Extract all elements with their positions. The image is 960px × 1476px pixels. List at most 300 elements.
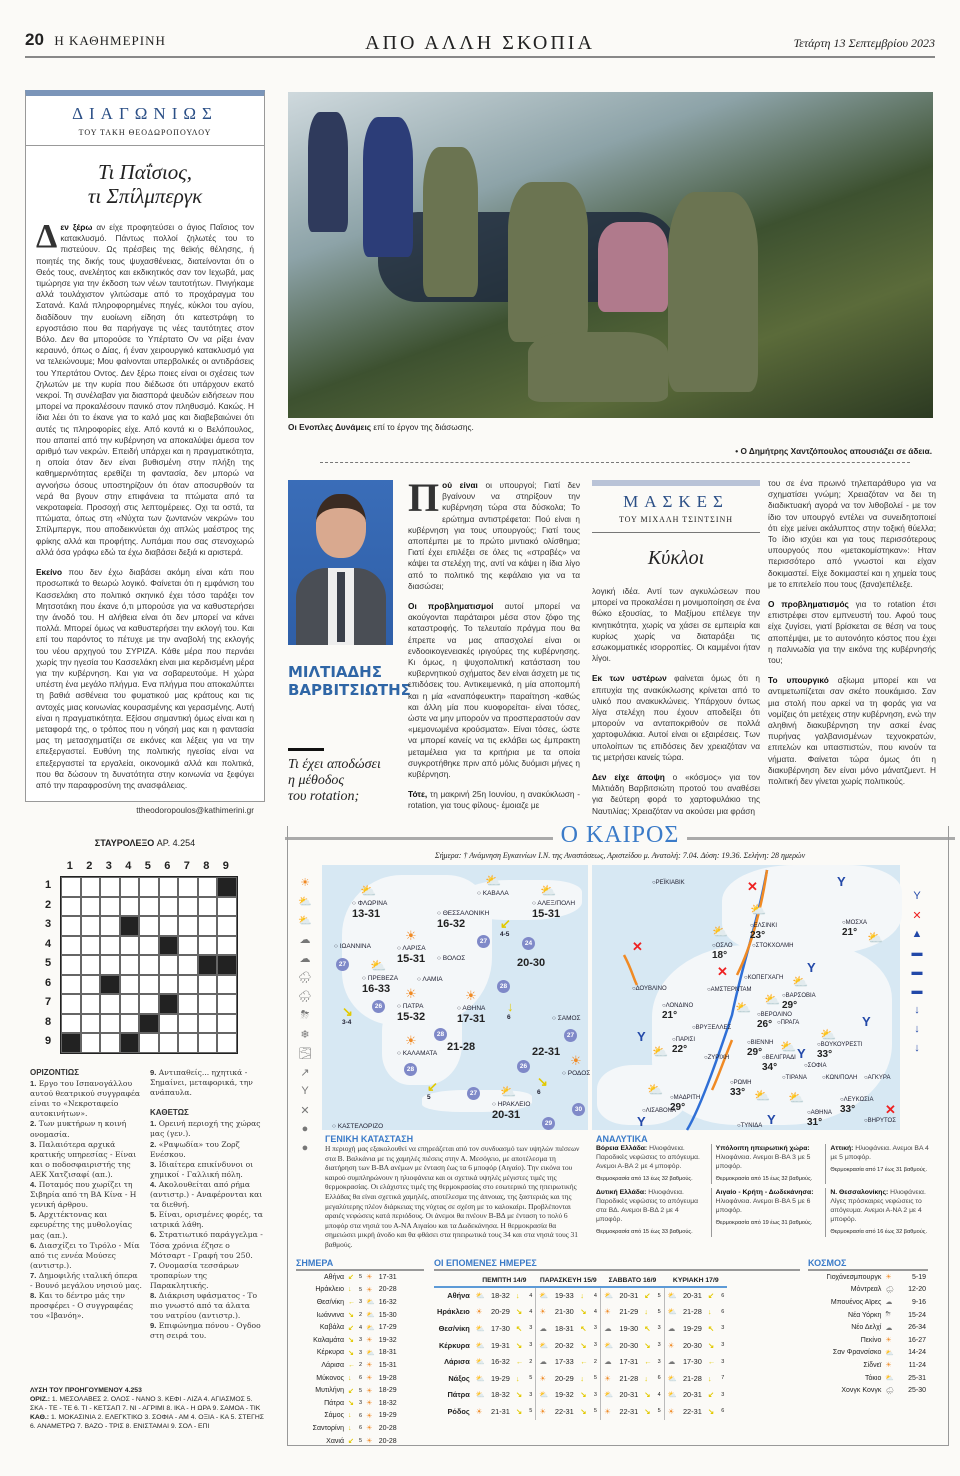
map-city-label: ○ ΣΑΜΟΣ [552,1015,581,1022]
crossword-cell[interactable] [139,975,159,995]
regional-forecast: Ν. Θεσσαλονίκης: Ηλιοφάνεια. Λίγες πρόσκαιρες νεφώσεις το απόγευμα. Ανεμοι Α-ΝΑ 2 με 4 μποφόρ. Θερμοκρασία από 16 έως 32 βαθμούς. [825,1188,934,1237]
crossword-cell[interactable] [81,994,101,1014]
row-number: 6 [45,976,52,989]
low-pressure-icon: ✕ [632,939,643,954]
wind-arrow-icon: ↓ [348,1424,352,1432]
legend-front-icon: Y [913,890,921,902]
map-city-label: ○ΣΟΦΙΑ [804,1063,827,1069]
sun-icon: ☀ [604,1373,611,1383]
wind-arrow-icon: ↙ [707,1390,715,1400]
crossword-cell[interactable] [100,916,120,936]
crossword-cell[interactable] [100,994,120,1014]
sea-temperature: 29 [542,1117,555,1130]
map-city-label: ○ ΛΑΡΙΣΑ [397,945,426,952]
crossword-cell[interactable] [100,897,120,917]
author-portrait [288,480,393,645]
crossword-cell[interactable] [100,1014,120,1034]
crossword-cell[interactable] [81,975,101,995]
low-pressure-icon: ✕ [717,964,728,979]
sun-icon: ☀ [366,1274,373,1282]
clue: 2. Των μυκτήρων η κοινή ονομασία. [30,1119,127,1139]
map-temperature: 15-31 [532,908,561,920]
sun-icon: ☀ [405,928,417,943]
map-city-label: ○ΤΥΝΙΔΑ [737,1123,763,1129]
world-row: Σίδνεϊ ☀ 11-24 [863,1361,926,1370]
sun-icon: ☀ [475,1406,483,1416]
column-number: 4 [125,860,132,872]
crossword-cell[interactable] [61,877,81,897]
map-temperature: 15-32 [397,1011,426,1023]
map-city-label: ○ΕΛΣΙΝΚΙ [750,923,778,929]
forecast-row: Λάρισα ⛅ 16-32 ← 2 ☁ 17-33 ← 2 ☁ 17-31 ← 3 ☁ 17-30 ← 3 [434,1353,727,1370]
crossword-cell[interactable] [159,1033,179,1053]
crossword-cell[interactable] [217,936,237,956]
forecast-row: Πάτρα ⛅ 18-32 ↘ 3 ⛅ 19-32 ↘ 3 ⛅ 20-31 ↘ 4 ⛅ 20-31 ↙ 3 [434,1387,727,1404]
greece-map [322,865,591,1130]
article-body: Δεν ξέρω αν είχε προφητεύσει ο άγιος Παΐσιος τον κατακλυσμό. Πάντως πολλοί ζηλωτές του το πιστεύουν. Ως πρέσβεις της θεϊκής θέλησης, ή ποιητές της δικής τους ψυχασθένειας, διατείνονται ότι ο Θεός τους, ανελέητος και εκδικητικός σαν τον Ιεχωβά, μας τιμώρησε για την έκδοση των νέων ταυτοτήτων. Πνιγήκαμε αλλά τουλάχιστον γλιτώσαμε από το προχάραγμα του Σατανά. Καλά πληροφορημένες πηγές, κύκλοι του αγίου, διαδίδουν την ευοίωνη είδηση ότι κατεστράφη το εργοστάσιο που θα παρήγαγε τις νέες ταυτότητες στον Βόλο. Δεν θα μπορούσε το Υπέρτατο Ον να ρίξει έναν κεραυνό, όπως ο Δίας, ή έναν χειρουργικό κατακλυσμό για να τελειώνουμε; Μου φαίνονται υπερβολικές οι αντιδράσεις του Υπερτάτου Οντος. Δεν ξέρω ποιες είναι οι σχέσεις των ζηλωτών με την κυρία που διέδωσε ότι υπάρχουν εκατό νεκροί. Τη συνέλαβαν για διασπορά ψευδών ειδήσεων που μπορεί να προκαλέσουν πανικό στον πληθυσμό. Κακώς. Η ίδια λέει ότι το έκανε για το καλό μας και διαβεβαιώνει ότι αυτές τις πληροφορίες είχε. Από κοντά κι ο Βελόπουλος, που απαιτεί από την κυβέρνηση να αποκαλύψει άμεσα τον αριθμό των νεκρών. Επειδή υπάρχει και η πραγματικότητα, η οποία όταν δεν είναι βυθισμένη στην πλήξη της καθημερινότητας ερεθίζει τη φαντασία, δεν μπορώ να αγνοήσω όσους υποστηρίζουν ότι όταν αποσυρθούν τα νερά θα βγουν στην επιφάνεια τα πτώματα από τα νεκροταφεία. Προσοχή στις λεπτομέρειες. Οχι τα οστά, τα πτώματα, όπως στη «Νύχτα των ζωντανών νεκρών» του Σπίλμπεργκ, που αποδεικνύεται όχι απλώς μαέστρος της φρίκης αλλά και προφήτης. Λυπάμαι που σας στενοχωρώ αλλά όσα γράφω εδώ τα έχω διαβάσει δεξιά κι αριστερά. Εκείνο που δεν έχω διαβάσει ακόμη είναι κάτι που προσωπικά το θεωρώ λογικό. Φαίνεται ότι η εμφάνιση του Κασσελάκη στο πολιτικό σκηνικό έχει τόσο ταράξει τον Μητσοτάκη που έκανε ό,τι μπορούσε για να καθυστερήσει την άνοδό του. Η αλήθεια είναι ότι δεν μπορεί να κάνει πολλά. Μπορεί όμως να καθυστερήσει την εκλογή του. Και επί του παρόντος το πέτυχε με την αναβολή της εκλογής του νέου αρχηγού του ΣΥΡΙΖΑ. Κάθε μέρα που περνάει χωρίς την ηγεσία του Κασσελάκη είναι μια κερδισμένη μέρα για την κυβέρνηση. Και για να σοβαρευτούμε. Η χώρα υπέστη ένα μεγάλο πλήγμα. Ενα πλήγμα που αποκαλύπτει τη βαθιά ασθένεια του φυματικού μας κράτους και τις αντοχές μιας κοινωνίας κουρασμένης και γερασμένης. Αυτή είναι η πραγματικότητα. Εξίσου σημαντική όμως είναι και η μεταφορά της, ο τρόπος που η νόησή μας και η φαντασία μας τη μετασχηματίζει σε εικόνες και λέξεις για να την επεξεργαστεί. Ευθύνη της πολιτικής ηγεσίας είναι να επεξεργαστεί τα εργαλεία, οικονομικά αλλά και πολιτικά, που θα δώσουν τη δυνατότητα στην κοινωνία να ξεφύγει από την παραφροσύνη της ανασφάλειας. ttheodoropoulos@kathimerini.gr [36,218,255,816]
wind-arrow-icon: ↘ [515,1390,523,1400]
crossword-cell[interactable] [61,916,81,936]
crossword-cell[interactable] [198,994,218,1014]
legend-symbol-icon: 🌧 [298,972,312,984]
cloud-sun-icon: ⛅ [475,1357,485,1367]
crossword-cell[interactable] [139,994,159,1014]
next-days-table: ΟΙ ΕΠΟΜΕΝΕΣ ΗΜΕΡΕΣ ΠΕΜΠΤΗ 14/9 ΠΑΡΑΣΚΕΥΗ 15/9 ΣΑΒΒΑΤΟ 16/9 ΚΥΡΙΑΚΗ 17/9 Αθήνα ⛅ 18-32 ↓ 4 ⛅ 19-33 ↓ 4 ⛅ 20-31 ↙ 5 ⛅ 20-31 ↙ 6 Ηράκλειο ☀ 20-29 ↘ 4 ☀ 21-30 ↘ 4 ☀ 21-29 ↓ 5 ⛅ 21-28 ↓ 6 Θεσ/νίκη ⛅ 17-30 ↖ 3 ☁ 18-31 ↖ 3 ☁ 19-30 ↖ 3 ☁ 19-29 ↖ 3 Κέρκυρα ⛅ 19-31 ↘ 3 ⛅ 20-32 ↘ 3 ⛅ 20-30 ↘ 3 ☀ 20-30 ↘ 3 Λάρισα ⛅ 16-32 ← 2 ☁ 17-33 ← 2 ☁ 17-31 ← 3 ☁ 17-30 ← 3 Νάξος ⛅ 19-29 ↓ 5 ☀ 20-29 ↓ 5 ☀ 21-28 ↓ 6 ⛅ 21-28 ↓ 7 Πάτρα ⛅ 18-32 ↘ 3 ⛅ 19-32 ↘ 3 ⛅ 20-31 ↘ 4 ⛅ 20-31 ↙ 3 Ρόδος ☀ 21-31 ↘ 5 ☀ 22-31 ↘ 5 ☀ 22-31 ↘ 5 ☀ 22-31 ↘ 6 [434,1258,800,1420]
cloud-icon: ☁ [539,1357,547,1367]
wind-arrow-icon: ↘ [342,1004,353,1019]
wind-force: 3-4 [342,1019,352,1026]
cloud-icon: ☁ [604,1357,612,1367]
crossword-cell[interactable] [81,1014,101,1034]
crossword-cell[interactable] [61,1014,81,1034]
regional-forecast: Δυτική Ελλάδα: Ηλιοφάνεια. Παροδικές νεφώσεις το απόγευμα στα ΒΔ. Ανεμοι Β-ΒΔ 2 με 4 μποφόρ. Θερμοκρασία από 15 έως 33 βαθμούς. [596,1189,699,1235]
crossword-cell[interactable] [159,1014,179,1034]
crossword-cell[interactable] [100,1033,120,1053]
crossword-cell[interactable] [61,994,81,1014]
map-temperature: 31° [807,1117,823,1128]
crossword-cell[interactable] [61,955,81,975]
map-city-label: ○ ΚΑΣΤΕΛΟΡΙΖΟ [332,1123,384,1130]
legend-front-icon: ↓ [914,1023,920,1035]
column-title: Κύκλοι [647,547,705,569]
today-row: Μύκονος ↓ 6 ☀ 19-28 [296,1372,399,1385]
wind-arrow-icon: ↘ [515,1307,523,1317]
map-temperature: 23° [750,930,766,941]
map-temperature: 33° [840,1104,856,1115]
crossword-cell[interactable] [198,916,218,936]
world-row: Νέο Δελχί ☁ 26-34 [851,1324,926,1332]
crossword-cell[interactable] [120,955,140,975]
sun-icon: ☀ [405,1033,417,1048]
column-number: 3 [105,860,112,872]
down-clues: 9. Αντιπαθείς... ηχητικά - Σημαίνει, μεταφορικά, την ανάπαυλα. ΚΑΘΕΤΩΣ 1. Ορεινή περιοχή της χώρας μας (γεν.). 2. «Ραψωδία» του Ζορζ Ενέσκου. 3. Ιδιαίτερα επικίνδυνοι οι χημικοί - Γαλλική πόλη. 4. Ακολουθείται από ρήμα (αντιστρ.) - Αναφέρονται και τα διεθνή. 5. Είναι, ορισμένες φορές, τα ιατρικά λάθη. 6. Στρατιωτικό παράγγελμα - Τόσα χρόνια έζησε ο Μότσαρτ - Γραφή του 250. 7. Ονομασία τεσσάρων τροπαρίων της Παρακλητικής. 8. Διάκριση υφάσματος - Το πιο γνωστό από τα άλατα του νατρίου (αντιστρ.). 9. Επιφώνημα πόνου - Ογδοο στη σειρά του. [150,1068,265,1341]
sun-icon: ☀ [667,1340,675,1350]
sea-temperature: 27 [467,1087,480,1100]
crossword-cell[interactable] [61,975,81,995]
high-pressure-icon: Y [862,1014,871,1029]
high-pressure-icon: Y [637,1114,646,1129]
map-temperature: 29° [747,1047,763,1058]
column-number: 7 [183,860,190,872]
today-row: Μυτιλήνη ↙ 5 ☀ 18-29 [296,1384,399,1397]
cloud-sun-icon: ⛅ [647,1082,664,1097]
analytic-forecast: ΑΝΑΛΥΤΙΚΑ Βόρεια Ελλάδα: Ηλιοφάνεια. Παροδικές νεφώσεις το απόγευμα. Ανεμοι Α-ΒΑ 2 με 4 μποφόρ. Θερμοκρασία από 13 έως 32 βαθμούς. Υπόλοιπη ηπειρωτική χώρα: Ηλιοφάνεια. Ανεμοι Β-ΒΑ 3 με 5 μποφόρ. Θερμοκρασία από 15 έως 32 βαθμούς. Αττική: Ηλιοφάνεια. Ανεμοι ΒΑ 4 με 5 μποφόρ. Θερμοκρασία από 17 έως 31 βαθμούς. Δυτική Ελλάδα: Ηλιοφάνεια. Παροδικές νεφώσεις το απόγευμα στα ΒΔ. Ανεμοι Β-ΒΔ 2 με 4 μποφόρ. Θερμοκρασία από 15 έως 33 βαθμούς. Αιγαίο - Κρήτη - Δωδεκάνησα: Ηλιοφάνεια. Ανεμοι Β-ΒΑ 5 με 6 μποφόρ. Θερμοκρασία από 19 έως 31 βαθμούς. Ν. Θεσσαλονίκης: Ηλιοφάνεια. Λίγες πρόσκαιρες νεφώσεις το απόγευμα. Ανεμοι Α-ΝΑ 2 με 4 μποφόρ. Θερμοκρασία από 16 έως 32 βαθμούς. [596,1134,934,1237]
page-number: 20 [25,30,44,49]
today-row: Ηράκλειο ↓ 5 ☀ 20-28 [296,1284,399,1297]
map-temperature: 29° [782,1000,798,1011]
crossword-cell[interactable] [198,936,218,956]
column-number: 9 [222,860,229,872]
today-row: Χανιά ↙ 5 ☀ 20-28 [296,1435,399,1448]
cloud-icon: ☁ [885,1299,893,1307]
rain-icon: 🌧 [885,1286,895,1294]
crossword-cell[interactable] [139,936,159,956]
newspaper-name: Η ΚΑΘΗΜΕΡΙΝΗ [54,33,166,48]
clue: 2. «Ραψωδία» του Ζορζ Ενέσκου. [150,1139,240,1159]
crossword-cell[interactable] [178,1014,198,1034]
crossword-cell[interactable] [139,916,159,936]
crossword-cell[interactable] [100,936,120,956]
sun-icon: ☀ [465,988,477,1003]
black-square [61,1033,81,1053]
cloud-sun-icon: ⛅ [652,1044,669,1059]
wind-arrow-icon: ↓ [580,1291,584,1301]
wind-arrow-icon: ↓ [348,1412,352,1420]
wind-arrow-icon: ↘ [580,1390,587,1400]
legend-symbol-icon: ↗ [300,1067,310,1079]
forecast-row: Αθήνα ⛅ 18-32 ↓ 4 ⛅ 19-33 ↓ 4 ⛅ 20-31 ↙ 5 ⛅ 20-31 ↙ 6 [434,1287,727,1304]
crossword-cell[interactable] [81,1033,101,1053]
legend-symbol-icon: ☁ [299,934,311,946]
clue: 1. Ορεινή περιοχή της χώρας μας (γεν.). [150,1119,261,1139]
wind-arrow-icon: ↙ [348,1324,354,1332]
author-email[interactable]: ttheodoropoulos@kathimerini.gr [136,805,254,816]
crossword-cell[interactable] [120,975,140,995]
wind-arrow-icon: ↘ [515,1340,523,1350]
crossword-cell[interactable] [198,877,218,897]
cloud-icon: ☁ [667,1323,676,1333]
today-row: Σαντορίνη ↓ 6 ☀ 20-28 [296,1422,399,1435]
legend-front-icon: ▬ [911,985,923,997]
column-body: λογική ιδέα. Αντί των αγκυλώσεων που μπορεί να προκαλέσει η μονιμοποίηση σε ένα θώκο εξουσίας, το Μαξίμου επέλεγε την κινητικότητα, χωρίς να χάσει σε εμπειρία και κυρίως χωρίς να διαταράξει τις εσωκομματικές ισορροπίες. Οι καμμένοι ήταν λίγοι. Εκ των υστέρων φαίνεται όμως ότι η επιτυχία της ανακύκλωσης κρίνεται από το υλικό που ανακυκλώνεις. Υπάρχουν όντως λίγα στελέχη που έχουν αποδείξει ότι μπορούν να ανταποκριθούν σε πολλά χαρτοφυλάκια. Αυτοί είναι οι εξαιρέσεις. Των υπολοίπων τις επιδόσεις δεν χρειαζόταν να τις μετρήσει κανείς τώρα. Δεν είχε άποψη ο «κόσμος» για τον Μιλτιάδη Βαρβιτσιώτη προτού του αναθέσει για δεύτερη φορά το χαρτοφυλάκιο της Ναυτιλίας; Χρειαζόταν να ακούσει μια φράση [592,586,760,816]
clue: 7. Ονομασία τεσσάρων τροπαρίων της Παρακλητικής. [150,1260,239,1290]
row-number: 8 [45,1015,52,1028]
crossword-cell[interactable] [217,916,237,936]
map-temperature: 26° [757,1019,773,1030]
author-name: ΜΙΛΤΙΑΔΗΣ ΒΑΡΒΙΤΣΙΩΤΗΣ [288,663,411,699]
clue: 4. Ακολουθείται από ρήμα (αντιστρ.) - Αναφέρονται και τα διεθνή. [150,1179,263,1210]
crossword-cell[interactable] [139,1033,159,1053]
row-number: 5 [45,957,52,969]
day-header: ΠΑΡΑΣΚΕΥΗ 15/9 [536,1277,601,1287]
clue: 9. Επιφώνημα πόνου - Ογδοο στη σειρά του. [150,1321,261,1341]
general-situation: ΓΕΝΙΚΗ ΚΑΤΑΣΤΑΣΗ Η περιοχή μας εξακολουθεί να επηρεάζεται από τον συνδυασμό των υψηλών πιέσεων στα Β. Βαλκάνια με τις χαμηλές πιέσεις στην Α. Μεσόγειο, με αποτέλεσμα τη διατήρηση των Β-ΒΑ ανέμων με ένταση έως τα 6 μποφόρ (Αιγαίο). Την εικόνα του καιρού συμπληρώνουν η ηλιοφάνεια και οι σχετικά υψηλές μέγιστες τιμές της θερμοκρασίας. Οι ελάχιστες τιμές της θερμοκρασίας στο εσωτερικό της ηπειρωτικής Ελλάδας θα είναι σχετικά χαμηλές, αποτέλεσμα της άπνοιας, της ξαστεριάς και της μεγαλύτερης πλέον διάρκειας της νύχτας σε σχέση με το καλοκαίρι. Προβλέπονται αραιές νεφώσεις κατά περιόδους. Οι άνεμοι θα πνέουν Β-ΒΔ με ένταση το πολύ 6 μποφόρ στα νησιά του Α-ΝΑ Αιγαίου και τα Δωδεκάνησα. Η θερμοκρασία θα σημειώσει μικρή άνοδο και θα φθάσει στα ηπειρωτικά τους 34 και στα νησιά τους 31 βαθμούς. [325,1134,580,1249]
crossword-cell[interactable] [81,897,101,917]
crossword-cell[interactable] [178,994,198,1014]
crossword-cell[interactable] [159,975,179,995]
crossword-cell[interactable] [81,877,101,897]
today-row: Πάτρα ↘ 3 ☀ 18-32 [296,1397,399,1410]
cloud-sun-icon: ⛅ [370,958,387,973]
map-city-label: ○ΚΟΠΕΓΧΑΓΗ [744,975,784,981]
previous-solution: ΛΥΣΗ ΤΟΥ ΠΡΟΗΓΟΥΜΕΝΟΥ 4.253 ΟΡΙΖ.: 1. ΜΕΣΟΛΑΒΕΣ 2. ΟΛΟΣ - ΝΑΝΟ 3. ΚΕΦΙ - ΛΙΖΑ 4. ΑΓΙΑΣΜΟΣ 5. ΣΚΑ - ΤΕ - ΤΕ 6. ΤΙ - ΚΕΤΣΑΠ 7. ΝΙ - ΑΓΡΙΜΙ 8. ΙΚΑ - Η ΩΡΑ 9. ΣΑΜΟΑ - ΤΙΚ ΚΑΘ.: 1. ΜΟΚΑΣΙΝΙΑ 2. ΕΛΕΓΚΤΙΚΟ 3. ΣΟΦΙΑ - ΑΜ 4. ΟΞΙΑ - ΚΑ 5. ΣΤΕΓΗΣ 6. ΑΝΑΜΕΤΡΩ 7. ΒΑΖΟ - ΤΡΙΣ 8. ΕΝΙΣΤΑΜΑΙ 9. ΣΟΛ - ΕΠΙ [30,1387,264,1430]
today-row: Καλαμάτα ↘ 3 ☀ 19-32 [296,1334,399,1347]
across-clues: ΟΡΙΖΟΝΤΙΩΣ 1. Εργο του Ισπανογάλλου αυτού θεατρικού συγγραφέα είναι το «Νεκροταφείο αυτοκινήτων». 2. Των μυκτήρων η κοινή ονομασία. 3. Παλαιότερα αρχικά κρατικής υπηρεσίας - Είναι και ο ποδοσφαιριστής της ΑΕΚ Χατζισαφί (απ.). 4. Ποταμός που χωρίζει τη Σιβηρία από τη ΒΑ Κίνα - Η γενική άρθρου. 5. Αρχιτέκτονας και εφευρέτης της μυθολογίας μας (απ.). 6. Διασχίζει το Τιρόλο - Μία από τις εννέα Μούσες (αντιστρ.). 7. Δημοφιλής ιταλική όπερα - Βουνό μεγάλου νησιού μας. 8. Και το δέντρο μάς την προσφέρει - Ο συγγραφέας του «Ιβανόη». [30,1068,142,1321]
crossword-cell[interactable] [139,955,159,975]
legend-front-icon: ▬ [911,966,923,978]
map-city-label: ○ΛΕΥΚΩΣΙΑ [840,1097,874,1103]
wind-arrow-icon: ← [644,1357,652,1367]
clue: 5. Είναι, ορισμένες φορές, τα ιατρικά λάθη. [150,1210,263,1230]
map-temperature: 22° [672,1044,688,1055]
crossword-cell[interactable] [198,897,218,917]
wind-arrow-icon: ↖ [644,1323,651,1333]
issue-date: Τετάρτη 13 Σεπτεμβρίου 2023 [793,36,935,50]
cloud-sun-icon: ⛅ [475,1291,485,1301]
crossword-cell[interactable] [159,916,179,936]
high-pressure-icon: Y [637,1029,646,1044]
wind-arrow-icon: ↘ [537,1074,548,1089]
legend-symbol-icon: ☁ [299,953,311,965]
cloud-icon: ☁ [539,1323,547,1333]
legend-front-icon: ↓ [914,1004,920,1016]
crossword-cell[interactable] [100,877,120,897]
map-city-label: ○ ΘΕΣΣΑΛΟΝΙΚΗ [437,910,490,917]
cloud-sun-icon: ⛅ [475,1340,485,1350]
forecast-row: Νάξος ⛅ 19-29 ↓ 5 ☀ 20-29 ↓ 5 ☀ 21-28 ↓ 6 ⛅ 21-28 ↓ 7 [434,1370,727,1387]
cloud-sun-icon: ⛅ [780,1039,797,1054]
map-city-label: ○ΒΕΛΙΓΡΑΔΙ [762,1055,796,1061]
crossword-cell[interactable] [178,916,198,936]
wind-arrow-icon: ← [348,1361,355,1369]
sun-icon: ☀ [366,1362,373,1370]
legend-symbol-icon: ❄ [300,1029,310,1041]
crossword-cell[interactable] [61,897,81,917]
map-city-label: ○ΒΡΥΞΕΛΛΕΣ [692,1025,732,1031]
wind-arrow-icon: ↖ [707,1323,715,1333]
wind-arrow-icon: ↘ [580,1406,587,1416]
crossword-cell[interactable] [81,955,101,975]
sun-icon: ☀ [539,1307,546,1317]
crossword-cell[interactable] [120,1014,140,1034]
cloud-sun-icon: ⛅ [366,1324,375,1332]
today-row: Λάρισα ← 2 ☀ 15-31 [296,1359,399,1372]
cloud-sun-icon: ⛅ [750,902,767,917]
crossword-cell[interactable] [159,897,179,917]
crossword-cell[interactable] [198,1014,218,1034]
sun-icon: ☀ [366,1387,373,1395]
column-number: 2 [86,860,93,872]
crossword-cell[interactable] [198,975,218,995]
crossword-cell[interactable] [217,897,237,917]
map-city-label: ○ΑΓΚΥΡΑ [864,1075,891,1081]
crossword-cell[interactable] [159,877,179,897]
crossword-cell[interactable] [217,1014,237,1034]
rule [288,748,324,751]
cloud-sun-icon: ⛅ [604,1291,614,1301]
day-header: ΣΑΒΒΑΤΟ 16/9 [601,1277,665,1287]
wind-arrow-icon: ← [580,1357,588,1367]
wind-arrow-icon: ↓ [580,1373,584,1383]
map-city-label: ○ΟΣΛΟ [712,943,733,949]
map-city-label: ○ ΠΡΕΒΕΖΑ [362,975,399,982]
map-city-label: ○ ΗΡΑΚΛΕΙΟ [492,1101,531,1108]
today-row: Κέρκυρα ↘ 3 ⛅ 18-31 [296,1347,399,1360]
column-number: 8 [203,860,210,872]
cloud-icon: ☁ [604,1323,612,1333]
map-city-label: ○ ΚΑΒΑΛΑ [477,890,509,897]
world-row: Γιοχάνεσμπουργκ ☀ 5-19 [826,1273,926,1282]
row-number: 2 [45,898,52,911]
wind-arrow-icon: ↙ [348,1438,354,1446]
map-city-label: ○ΛΙΣΑΒΟΝΑ [642,1108,677,1114]
regional-forecast: Υπόλοιπη ηπειρωτική χώρα: Ηλιοφάνεια. Ανεμοι Β-ΒΑ 3 με 5 μποφόρ. Θερμοκρασία από 15 έως 32 βαθμούς. [711,1144,820,1184]
crossword-grid[interactable] [60,876,238,1054]
wind-arrow-icon: ↙ [500,916,511,931]
cloud-sun-icon: ⛅ [885,1349,895,1357]
row-number: 1 [45,879,52,891]
column-byline: ΤΟΥ ΤΑΚΗ ΘΕΟΔΩΡΟΠΟΥΛΟΥ [26,128,264,146]
cloud-icon: ☁ [667,1357,676,1367]
crossword-cell[interactable] [120,936,140,956]
wind-arrow-icon: ↘ [644,1406,651,1416]
crossword-title: ΣΤΑΥΡΟΛΕΞΟ ΑΡ. 4.254 [94,838,196,848]
map-city-label: ○ΚΩΝ/ΠΟΛΗ [822,1075,858,1081]
diagonios-column [25,90,265,816]
map-city-label: ○ΒΙΕΝΝΗ [747,1040,774,1046]
cloud-sun-icon: ⛅ [475,1323,485,1333]
weather-title: Ο ΚΑΙΡΟΣ [285,822,955,849]
cloud-sun-icon: ⛅ [667,1373,677,1383]
world-row: Σαν Φρανσίσκο ⛅ 14-24 [832,1349,926,1357]
clue: 9. Αντιπαθείς... ηχητικά - Σημαίνει, μεταφορικά, την ανάπαυλα. [150,1068,253,1098]
wind-arrow-icon: ↘ [644,1340,651,1350]
sun-icon: ☀ [667,1406,675,1416]
wind-arrow-icon: ← [707,1357,716,1367]
wind-arrow-icon: ↓ [507,999,514,1014]
wind-arrow-icon: ↙ [707,1291,715,1301]
map-city-label: ○ΜΑΔΡΙΤΗ [670,1095,701,1101]
wind-arrow-icon: ↙ [348,1387,354,1395]
wind-force: 6 [537,1089,541,1096]
wind-arrow-icon: ← [515,1357,524,1367]
map-temperature: 20-31 [492,1109,521,1121]
divider [320,462,910,463]
cloud-sun-icon: ⛅ [485,873,502,888]
forecast-row: Κέρκυρα ⛅ 19-31 ↘ 3 ⛅ 20-32 ↘ 3 ⛅ 20-30 ↘ 3 ☀ 20-30 ↘ 3 [434,1337,727,1354]
crossword-cell[interactable] [139,877,159,897]
legend-front-icon: ↓ [914,1042,920,1054]
crossword-cell[interactable] [120,877,140,897]
map-city-label: ○ΣΤΟΚΧΟΛΜΗ [752,943,794,949]
crossword-cell[interactable] [178,1033,198,1053]
absence-note: • Ο Δημήτρης Χαντζόπουλος απουσιάζει σε άδεια. [735,446,932,456]
legend-symbol-icon: Y [301,1085,309,1097]
crossword-cell[interactable] [178,936,198,956]
crossword-cell[interactable] [120,897,140,917]
crossword-cell[interactable] [139,897,159,917]
row-number: 7 [45,996,52,1008]
crossword-cell[interactable] [81,916,101,936]
crossword-cell[interactable] [198,1033,218,1053]
wind-force: 4-5 [500,931,510,938]
wind-arrow-icon: ↘ [348,1400,354,1408]
clue: 8. Και το δέντρο μάς την προσφέρει - Ο συγγραφέας του «Ιβανόη». [30,1291,133,1321]
day-header: ΠΕΜΠΤΗ 14/9 [473,1277,536,1287]
crossword-cell[interactable] [81,936,101,956]
region-temperature: 20-30 [517,957,546,969]
crossword-cell[interactable] [217,975,237,995]
world-row: Τόκιο ⛅ 25-31 [865,1374,926,1383]
map-city-label: ○ΒΗΡΥΤΟΣ [864,1118,896,1124]
black-square [159,936,179,956]
wind-arrow-icon: ↘ [707,1406,715,1416]
sun-icon: ☀ [604,1406,611,1416]
forecast-row: Ηράκλειο ☀ 20-29 ↘ 4 ☀ 21-30 ↘ 4 ☀ 21-29 ↓ 5 ⛅ 21-28 ↓ 6 [434,1304,727,1321]
world-row: Μπουένος Αϊρες ☁ 9-16 [830,1298,926,1307]
cloud-sun-icon: ⛅ [867,930,884,945]
forecast-row: Θεσ/νίκη ⛅ 17-30 ↖ 3 ☁ 18-31 ↖ 3 ☁ 19-30 ↖ 3 ☁ 19-29 ↖ 3 [434,1320,727,1337]
crossword-cell[interactable] [159,955,179,975]
crossword-cell[interactable] [178,897,198,917]
cloud-icon: ☁ [885,1324,893,1332]
sun-icon: ☀ [366,1438,373,1446]
legend-front-icon: ▲ [911,928,923,940]
map-city-label: ○ΤΙΡΑΝΑ [782,1075,807,1081]
crossword-cell[interactable] [178,975,198,995]
sea-temperature: 27 [477,935,490,948]
legend-symbol-icon: 🌧 [298,991,312,1003]
map-city-label: ○ ΙΩΑΝΝΙΝΑ [334,943,371,950]
crossword-cell[interactable] [178,955,198,975]
legend-symbol-icon: ● [301,1142,309,1154]
map-city-label: ○ΖΥΡΙΧΗ [704,1055,730,1061]
sun-icon: ☀ [405,986,417,1001]
crossword-cell[interactable] [61,936,81,956]
article-title: Τι Παΐσιος, τι Σπίλμπεργκ [87,160,203,208]
black-square [217,877,237,897]
map-city-label: ○ΠΑΡΙΣΙ [672,1037,696,1043]
wind-arrow-icon: ← [348,1298,355,1306]
black-square [217,955,237,975]
page-header [25,30,935,58]
sea-temperature: 24 [522,937,535,950]
clue: 3. Ιδιαίτερα επικίνδυνοι οι χημικοί - Γαλλική πόλη. [150,1159,254,1179]
today-row: Αθήνα ↙ 5 ☀ 17-31 [296,1271,399,1284]
crossword-cell[interactable] [217,994,237,1014]
clue: 5. Αρχιτέκτονας και εφευρέτης της μυθολογίας μας (απ.). [30,1210,133,1240]
high-pressure-icon: Y [807,960,816,975]
black-square [120,1033,140,1053]
wind-arrow-icon: ↘ [348,1337,354,1345]
crossword-cell[interactable] [120,994,140,1014]
sun-icon: ☀ [570,1053,582,1068]
storm-icon: ⛈ [885,1311,891,1319]
clue: 1. Εργο του Ισπανογάλλου αυτού θεατρικού συγγραφέα είναι το «Νεκροταφείο αυτοκινήτων». [30,1079,141,1119]
map-temperature: 18° [712,950,728,961]
crossword-cell[interactable] [217,1033,237,1053]
legend-symbol-icon: ✕ [300,1105,310,1117]
cloud-sun-icon: ⛅ [366,1299,375,1307]
crossword-cell[interactable] [100,955,120,975]
crossword-cell[interactable] [178,877,198,897]
legend-symbol-icon: ⛅ [298,915,312,927]
legend-symbol-icon: ● [301,1123,309,1135]
today-table: ΣΗΜΕΡΑ Αθήνα ↙ 5 ☀ 17-31 Ηράκλειο ↓ 5 ☀ 20-28 Θεσ/νίκη ← 3 ⛅ 16-32 Ιωάννινα ↘ 2 ⛅ 15-30 Καβάλα ↙ 4 ⛅ 17-29 Καλαμάτα ↘ 3 ☀ 19-32 Κέρκυρα ↘ 3 ⛅ 18-31 Λάρισα ← 2 ☀ 15-31 Μύκονος ↓ 6 ☀ 19-28 Μυτιλήνη ↙ 5 ☀ 18-29 Πάτρα ↘ 3 ☀ 18-32 Σάμος ↓ 6 ☀ 19-29 Σαντορίνη ↓ 6 ☀ 20-28 Χανιά ↙ 5 ☀ 20-28 [296,1258,424,1447]
map-city-label: ○ΑΘΗΝΑ [807,1110,832,1116]
map-temperature: 16-33 [362,983,391,995]
cloud-sun-icon: ⛅ [735,1000,752,1015]
